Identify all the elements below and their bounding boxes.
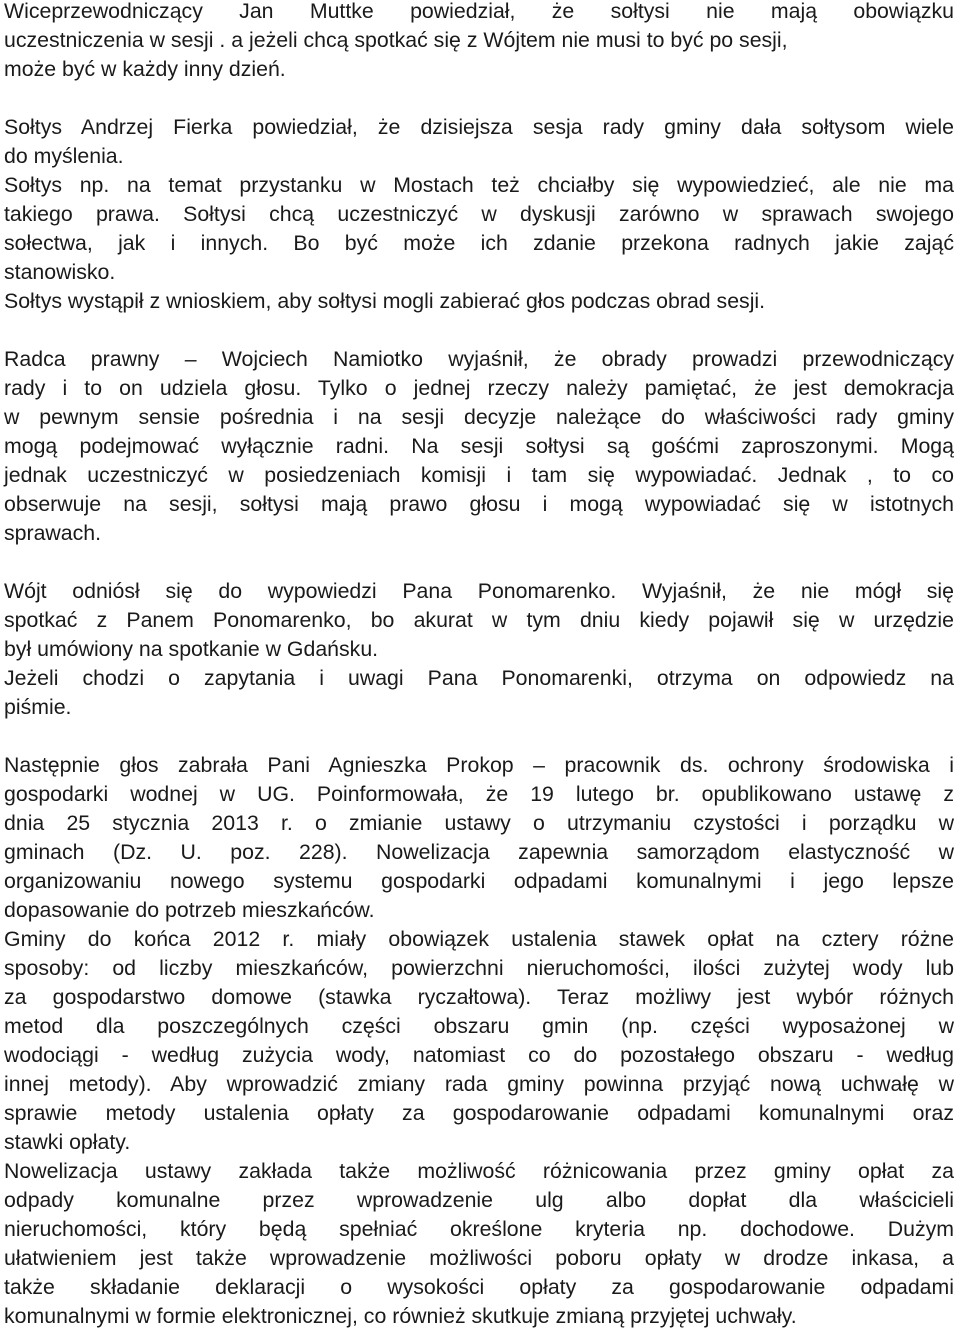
text-line: Nowelizacja ustawy zakłada także możliwość różnicowania przez gminy opłat za bbox=[4, 1159, 954, 1183]
text-line: mogą podejmować wyłącznie radni. Na sesji sołtysi są gośćmi zaproszonymi. Mogą bbox=[4, 434, 954, 458]
text-line: ułatwieniem jest także wprowadzenie możliwości poboru opłaty w drodze inkasa, a bbox=[4, 1246, 954, 1270]
paragraph-gap bbox=[4, 722, 954, 751]
text-line: za gospodarstwo domowe (stawka ryczałtowa). Teraz możliwy jest wybór różnych bbox=[4, 985, 954, 1009]
text-line: stanowisko. bbox=[4, 260, 116, 284]
text-line: piśmie. bbox=[4, 695, 72, 719]
text-line: Sołtys Andrzej Fierka powiedział, że dzisiejsza sesja rady gminy dała sołtysom wiele bbox=[4, 115, 954, 139]
text-line: sposoby: od liczby mieszkańców, powierzchni nieruchomości, ilości zużytej wody lub bbox=[4, 956, 954, 980]
text-line: takiego prawa. Sołtysi chcą uczestniczyć w dyskusji zarówno w sprawach swojego bbox=[4, 202, 954, 226]
text-line: dopasowanie do potrzeb mieszkańców. bbox=[4, 898, 375, 922]
document-page bbox=[4, 0, 954, 1331]
text-line: Gminy do końca 2012 r. miały obowiązek ustalenia stawek opłat na cztery różne bbox=[4, 927, 954, 951]
text-line: może być w każdy inny dzień. bbox=[4, 57, 286, 81]
text-line: Wójt odniósł się do wypowiedzi Pana Ponomarenko. Wyjaśnił, że nie mógł się bbox=[4, 579, 954, 603]
text-line: Radca prawny – Wojciech Namiotko wyjaśnił, że obrady prowadzi przewodniczący bbox=[4, 347, 954, 371]
text-line: gospodarki wodnej w UG. Poinformowała, że 19 lutego br. opublikowano ustawę z bbox=[4, 782, 954, 806]
text-line: gminach (Dz. U. poz. 228). Nowelizacja zapewnia samorządom elastyczność w bbox=[4, 840, 954, 864]
text-line: Sołtys wystąpił z wnioskiem, aby sołtysi mogli zabierać głos podczas obrad sesji. bbox=[4, 289, 766, 313]
text-line: Wiceprzewodniczący Jan Muttke powiedział, że sołtysi nie mają obowiązku bbox=[4, 0, 954, 23]
text-line: jednak uczestniczyć w posiedzeniach komisji i tam się wypowiadać. Jednak , to co bbox=[4, 463, 954, 487]
text-line: wodociągi - według zużycia wody, natomiast co do pozostałego obszaru - według bbox=[4, 1043, 954, 1067]
text-line: rady i to on udziela głosu. Tylko o jednej rzeczy należy pamiętać, że jest demokracja bbox=[4, 376, 954, 400]
paragraph-gap bbox=[4, 316, 954, 345]
text-line: uczestniczenia w sesji . a jeżeli chcą spotkać się z Wójtem nie musi to być po sesji, bbox=[4, 28, 788, 52]
text-line: innej metody). Aby wprowadzić zmiany rada gminy powinna przyjąć nową uchwałę w bbox=[4, 1072, 954, 1096]
text-line: stawki opłaty. bbox=[4, 1130, 131, 1154]
text-line: sprawach. bbox=[4, 521, 102, 545]
text-line: Następnie głos zabrała Pani Agnieszka Prokop – pracownik ds. ochrony środowiska i bbox=[4, 753, 954, 777]
text-line: także składanie deklaracji o wysokości opłaty za gospodarowanie odpadami bbox=[4, 1275, 954, 1299]
text-line: komunalnymi w formie elektronicznej, co również skutkuje zmianą przyjętej uchwały. bbox=[4, 1304, 797, 1328]
text-line: był umówiony na spotkanie w Gdańsku. bbox=[4, 637, 379, 661]
paragraph-gap bbox=[4, 548, 954, 577]
text-line: dnia 25 stycznia 2013 r. o zmianie ustawy o utrzymaniu czystości i porządku w bbox=[4, 811, 954, 835]
text-line: sprawie metody ustalenia opłaty za gospodarowanie odpadami komunalnymi oraz bbox=[4, 1101, 954, 1125]
text-line: obserwuje na sesji, sołtysi mają prawo głosu i mogą wypowiadać się w istotnych bbox=[4, 492, 954, 516]
text-line: metod dla poszczególnych części obszaru gmin (np. części wyposażonej w bbox=[4, 1014, 954, 1038]
text-line: do myślenia. bbox=[4, 144, 124, 168]
text-line: nieruchomości, który będą spełniać określone kryteria np. dochodowe. Dużym bbox=[4, 1217, 954, 1241]
text-line: odpady komunalne przez wprowadzenie ulg albo dopłat dla właścicieli bbox=[4, 1188, 954, 1212]
text-line: organizowaniu nowego systemu gospodarki odpadami komunalnymi i jego lepsze bbox=[4, 869, 954, 893]
text-line: spotkać z Panem Ponomarenko, bo akurat w tym dniu kiedy pojawił się w urzędzie bbox=[4, 608, 954, 632]
text-line: Sołtys np. na temat przystanku w Mostach też chciałby się wypowiedzieć, ale nie ma bbox=[4, 173, 954, 197]
paragraph-gap bbox=[4, 84, 954, 113]
text-line: Jeżeli chodzi o zapytania i uwagi Pana Ponomarenki, otrzyma on odpowiedz na bbox=[4, 666, 954, 690]
text-line: w pewnym sensie pośrednia i na sesji decyzje należące do właściwości rady gminy bbox=[4, 405, 954, 429]
text-line: sołectwa, jak i innych. Bo być może ich zdanie przekona radnych jakie zająć bbox=[4, 231, 954, 255]
